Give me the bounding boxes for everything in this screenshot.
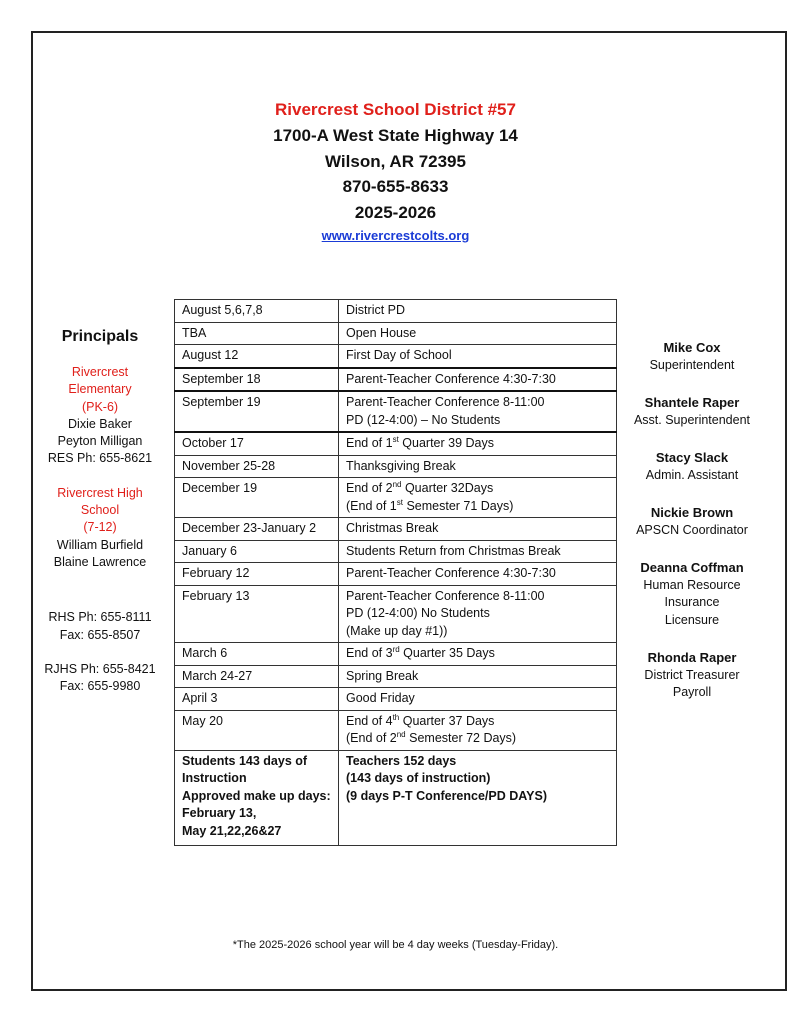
event-line xyxy=(346,498,609,516)
date-cell: May 20 xyxy=(175,710,339,750)
event-cell xyxy=(339,391,617,432)
district-phone: 870-655-8633 xyxy=(342,177,449,196)
staff-role: Payroll xyxy=(672,685,712,699)
event-cell: Spring Break xyxy=(339,665,617,688)
event-cell: Parent-Teacher Conference 4:30-7:30 xyxy=(339,368,617,392)
ordinal-suffix: st xyxy=(396,497,403,507)
staff-name: Shantele Raper xyxy=(644,395,740,410)
date-cell: February 13 xyxy=(175,585,339,643)
staff-role: Admin. Assistant xyxy=(645,467,739,482)
staff-role: Human Resource xyxy=(643,577,741,592)
table-row xyxy=(175,345,617,368)
event-cell: Good Friday xyxy=(339,688,617,711)
date-cell: TBA xyxy=(175,322,339,345)
summary-line: Approved make up days: xyxy=(182,788,331,803)
event-text: Quarter 37 Days xyxy=(399,713,495,728)
event-cell: Open House xyxy=(339,322,617,345)
summary-line: Teachers 152 days xyxy=(346,753,457,768)
event-line xyxy=(346,730,609,748)
school-year: 2025-2026 xyxy=(354,202,437,222)
staff-name: Nickie Brown xyxy=(650,505,734,520)
summary-line: Instruction xyxy=(182,771,247,785)
staff-role: Insurance xyxy=(664,595,720,609)
event-text: Semester 72 Days) xyxy=(405,731,517,745)
elementary-principal-2: Peyton Milligan xyxy=(57,434,143,449)
elementary-phone: RES Ph: 655-8621 xyxy=(47,451,153,466)
district-address: 1700-A West State Highway 14 xyxy=(273,126,518,145)
date-cell: September 18 xyxy=(175,368,339,392)
website-link[interactable]: www.rivercrestcolts.org xyxy=(321,228,470,243)
date-cell: September 19 xyxy=(175,391,339,432)
table-row xyxy=(175,563,617,586)
summary-line: February 13, xyxy=(182,806,257,820)
staff-role: Superintendent xyxy=(649,357,735,372)
table-row xyxy=(175,643,617,666)
event-cell xyxy=(339,432,617,455)
table-row xyxy=(175,391,617,432)
event-text: End of 1 xyxy=(346,436,393,450)
summary-line: (143 days of instruction) xyxy=(346,771,491,785)
event-line: PD (12-4:00) No Students xyxy=(346,606,490,620)
elementary-grades: (PK-6) xyxy=(81,399,119,414)
table-row xyxy=(175,518,617,541)
high-school-principal-1: William Burfield xyxy=(56,537,144,552)
table-row xyxy=(175,710,617,750)
staff-column xyxy=(625,339,759,722)
date-cell: August 12 xyxy=(175,345,339,368)
event-text: (End of 2 xyxy=(346,731,397,745)
event-cell: District PD xyxy=(339,300,617,323)
table-row xyxy=(175,478,617,518)
ordinal-suffix: nd xyxy=(396,729,406,739)
staff-role: District Treasurer xyxy=(644,667,740,682)
event-text: (End of 1 xyxy=(346,498,397,513)
date-cell: March 24-27 xyxy=(175,665,339,688)
summary-row xyxy=(175,750,617,846)
students-summary-cell xyxy=(175,750,339,846)
ordinal-suffix: th xyxy=(392,712,400,722)
table-row xyxy=(175,368,617,392)
elementary-name-1: Rivercrest xyxy=(71,365,129,379)
event-text: Quarter 35 Days xyxy=(399,646,495,660)
rjhs-fax: Fax: 655-9980 xyxy=(59,679,141,694)
staff-entry xyxy=(625,559,759,629)
footnote: *The 2025-2026 school year will be 4 day weeks (Tuesday-Friday). xyxy=(232,939,559,951)
district-city: Wilson, AR 72395 xyxy=(325,151,466,171)
event-line: PD (12-4:00) – No Students xyxy=(346,412,501,427)
high-school-grades: (7-12) xyxy=(83,520,117,535)
event-line: (Make up day #1)) xyxy=(346,623,448,638)
table-row xyxy=(175,688,617,711)
date-cell: March 6 xyxy=(175,643,339,666)
event-text: Quarter 39 Days xyxy=(398,436,494,450)
table-row xyxy=(175,432,617,455)
teachers-summary-cell xyxy=(339,750,617,846)
table-row xyxy=(175,300,617,323)
table-row xyxy=(175,585,617,643)
staff-name: Stacy Slack xyxy=(655,450,729,465)
date-cell: November 25-28 xyxy=(175,455,339,478)
rhs-fax: Fax: 655-8507 xyxy=(59,627,141,642)
event-line: Parent-Teacher Conference 8-11:00 xyxy=(346,395,545,409)
date-cell: February 12 xyxy=(175,563,339,586)
event-cell: Christmas Break xyxy=(339,518,617,541)
event-line xyxy=(346,713,609,731)
event-cell: Parent-Teacher Conference 4:30-7:30 xyxy=(339,563,617,586)
rjhs-phone: RJHS Ph: 655-8421 xyxy=(44,661,156,676)
principals-column xyxy=(38,327,162,695)
high-school-principal-2: Blaine Lawrence xyxy=(53,554,147,569)
letterhead xyxy=(0,97,791,246)
calendar-table xyxy=(174,299,617,846)
event-cell xyxy=(339,710,617,750)
staff-entry xyxy=(625,394,759,429)
date-cell: August 5,6,7,8 xyxy=(175,300,339,323)
principals-heading: Principals xyxy=(61,328,139,345)
event-text: End of 3 xyxy=(346,646,393,660)
date-cell: December 19 xyxy=(175,478,339,518)
staff-entry xyxy=(625,339,759,374)
staff-entry xyxy=(625,504,759,539)
high-school-name-1: Rivercrest High xyxy=(57,485,143,500)
staff-name: Rhonda Raper xyxy=(647,650,737,665)
event-text: End of 2 xyxy=(346,481,393,495)
staff-entry xyxy=(625,449,759,484)
date-cell: October 17 xyxy=(175,432,339,455)
staff-role: Asst. Superintendent xyxy=(633,412,751,427)
rhs-phone: RHS Ph: 655-8111 xyxy=(48,610,152,625)
ordinal-suffix: st xyxy=(392,434,399,444)
summary-line: Students 143 days of xyxy=(182,753,308,768)
ordinal-suffix: rd xyxy=(392,644,400,654)
district-name: Rivercrest School District #57 xyxy=(275,100,516,119)
table-row xyxy=(175,540,617,563)
event-text: Semester 71 Days) xyxy=(402,498,514,513)
elementary-name-2: Elementary xyxy=(68,382,132,397)
table-row xyxy=(175,665,617,688)
date-cell: December 23-January 2 xyxy=(175,518,339,541)
event-text: End of 4 xyxy=(346,713,393,728)
table-row xyxy=(175,322,617,345)
event-cell xyxy=(339,643,617,666)
staff-name: Deanna Coffman xyxy=(640,560,744,575)
summary-line: (9 days P-T Conference/PD DAYS) xyxy=(346,788,547,803)
high-school-name-2: School xyxy=(80,503,120,518)
event-cell: Students Return from Christmas Break xyxy=(339,540,617,563)
elementary-principal-1: Dixie Baker xyxy=(68,416,132,431)
event-cell xyxy=(339,478,617,518)
event-line xyxy=(346,480,609,498)
date-cell: January 6 xyxy=(175,540,339,563)
event-cell: Thanksgiving Break xyxy=(339,455,617,478)
event-cell xyxy=(339,585,617,643)
event-text: Quarter 32Days xyxy=(401,481,494,495)
event-cell: First Day of School xyxy=(339,345,617,368)
summary-line: May 21,22,26&27 xyxy=(182,823,282,838)
staff-name: Mike Cox xyxy=(663,340,721,355)
staff-role: Licensure xyxy=(664,612,720,627)
date-cell: April 3 xyxy=(175,688,339,711)
staff-entry xyxy=(625,649,759,702)
event-line: Parent-Teacher Conference 8-11:00 xyxy=(346,588,545,603)
table-row xyxy=(175,455,617,478)
staff-role: APSCN Coordinator xyxy=(636,522,748,537)
ordinal-suffix: nd xyxy=(392,479,402,489)
